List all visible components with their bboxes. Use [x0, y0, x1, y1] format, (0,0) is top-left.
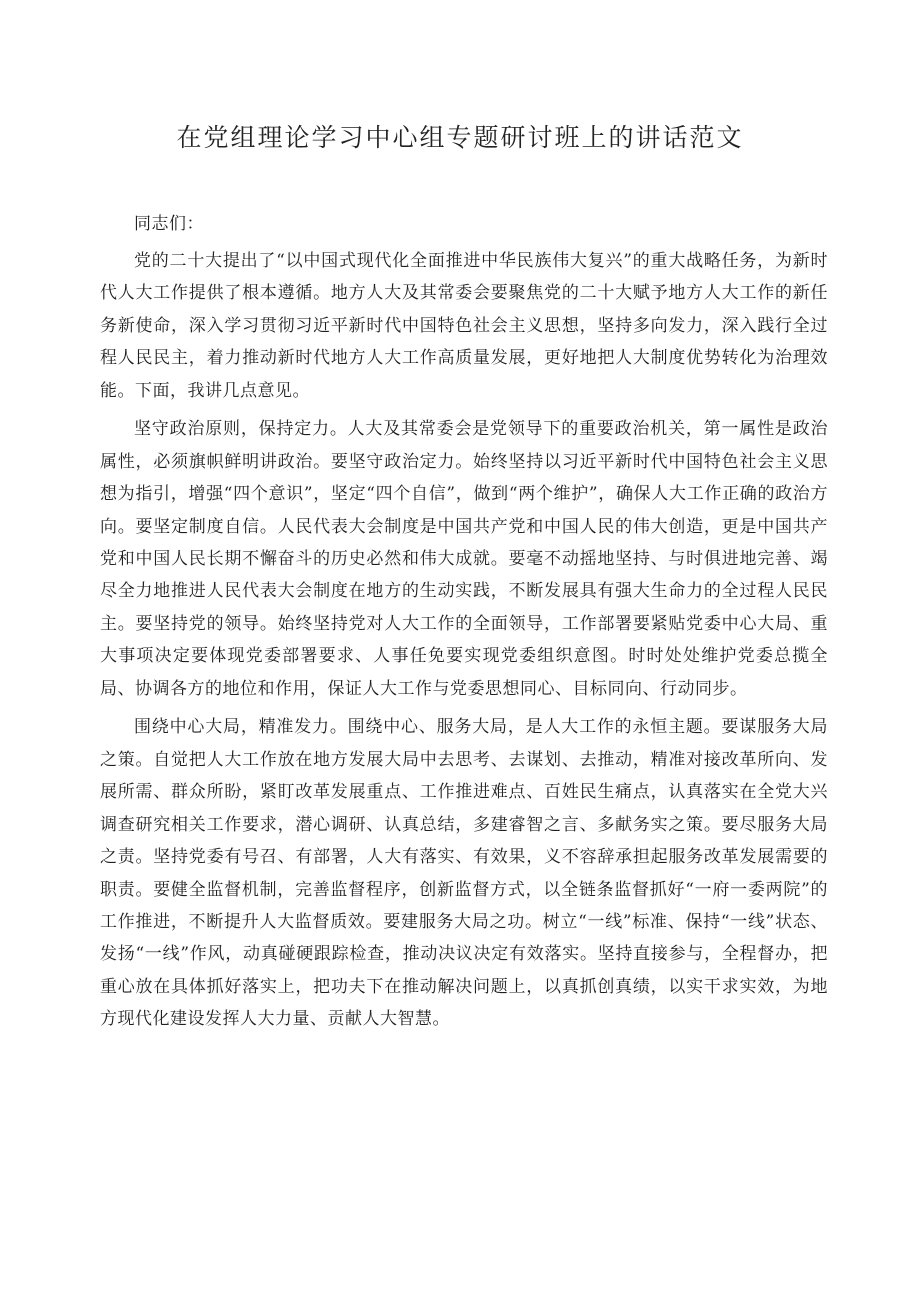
document-title: 在党组理论学习中心组专题研讨班上的讲话范文	[176, 123, 744, 152]
document-body	[100, 208, 828, 1042]
paragraph-intro: 党的二十大提出了“以中国式现代化全面推进中华民族伟大复兴”的重大战略任务，为新时代人大工作提供了根本遵循。地方人大及其常委会要聚焦党的二十大赋予地方人大工作的新任务新使命，深入学习贯彻习近平新时代中国特色社会主义思想，坚持多向发力，深入践行全过程人民民主，着力推动新时代地方人大工作高质量发展，更好地把人大制度优势转化为治理效能。下面，我讲几点意见。	[100, 251, 828, 401]
paragraph-political-principle: 坚守政治原则，保持定力。人大及其常委会是党领导下的重要政治机关，第一属性是政治属性，必须旗帜鲜明讲政治。要坚守政治定力。始终坚持以习近平新时代中国特色社会主义思想为指引，增强“四个意识”，坚定“四个自信”，做到“两个维护”，确保人大工作正确的政治方向。要坚定制度自信。人民代表大会制度是中国共产党和中国人民的伟大创造，更是中国共产党和中国人民长期不懈奋斗的历史必然和伟大成就。要毫不动摇地坚持、与时俱进地完善、竭尽全力地推进人民代表大会制度在地方的生动实践，不断发展具有强大生命力的全过程人民民主。要坚持党的领导。始终坚持党对人大工作的全面领导，工作部署要紧贴党委中心大局、重大事项决定要体现党委部署要求、人事任免要实现党委组织意图。时时处处维护党委总揽全局、协调各方的地位和作用，保证人大工作与党委思想同心、目标同向、行动同步。	[100, 419, 828, 699]
paragraph-central-overall: 围绕中心大局，精准发力。围绕中心、服务大局，是人大工作的永恒主题。要谋服务大局之策。自觉把人大工作放在地方发展大局中去思考、去谋划、去推动，精准对接改革所向、发展所需、群众所盼，紧盯改革发展重点、工作推进难点、百姓民生痛点，认真落实在全党大兴调查研究相关工作要求，潜心调研、认真总结，多建睿智之言、多献务实之策。要尽服务大局之责。坚持党委有号召、有部署，人大有落实、有效果，义不容辞承担起服务改革发展需要的职责。要健全监督机制，完善监督程序，创新监督方式，以全链条监督抓好“一府一委两院”的工作推进，不断提升人大监督质效。要建服务大局之功。树立“一线”标准、保持“一线”状态、发扬“一线”作风，动真碰硬跟踪检查，推动决议决定有效落实。坚持直接参与，全程督办，把重心放在具体抓好落实上，把功夫下在推动解决问题上，以真抓创真绩，以实干求实效，为地方现代化建设发挥人大力量、贡献人大智慧。	[100, 717, 828, 1030]
salutation: 同志们：	[134, 214, 204, 234]
